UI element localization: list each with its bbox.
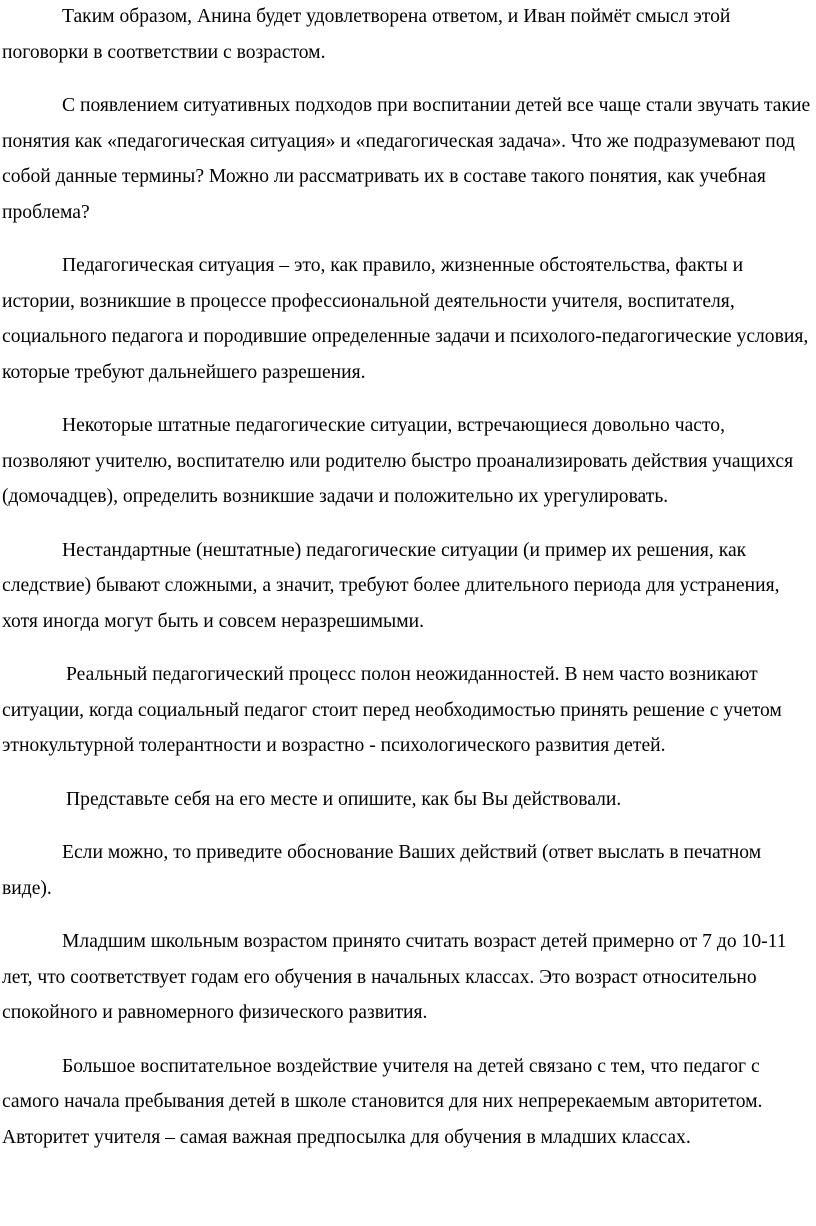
paragraph-7: Представьте себя на его месте и опишите, как бы Вы действовали. xyxy=(66,788,622,810)
paragraph-6: Реальный педагогический процесс полон неожиданностей. В нем часто возникают ситуации, когда социальный педагог стоит перед необходимостью принять решение с учетом этнокультурной толерантности и возрастно - психологического развития детей. xyxy=(2,664,782,756)
paragraph-2: С появлением ситуативных подходов при воспитании детей все чаще стали звучать такие понятия как «педагогическая ситуация» и «педагогическая задача». Что же подразумевают под собой данные термины? Можно ли рассматривать их в составе такого понятия, как учебная проблема? xyxy=(2,95,811,223)
paragraph-8: Если можно, то приведите обоснование Ваших действий (ответ выслать в печатном виде). xyxy=(2,842,762,899)
paragraph-1: Таким образом, Анина будет удовлетворена ответом, и Иван поймёт смысл этой поговорки в соответствии с возрастом. xyxy=(2,6,731,63)
paragraph-5: Нестандартные (нештатные) педагогические ситуации (и пример их решения, как следствие) бывают сложными, а значит, требуют более длительного периода для устранения, хотя иногда могут быть и совсем неразрешимыми. xyxy=(2,539,780,632)
paragraph-10: Большое воспитательное воздействие учителя на детей связано с тем, что педагог с самого начала пребывания детей в школе становится для них непререкаемым авторитетом. Авторитет учителя – самая важная предпосылка для обучения в младших классах. xyxy=(2,1055,763,1148)
paragraph-3: Педагогическая ситуация – это, как правило, жизненные обстоятельства, факты и истории, возникшие в процессе профессиональной деятельности учителя, воспитателя, социального педагога и породившие определенные задачи и психолого-педагогические условия, которые требуют дальнейшего разрешения. xyxy=(2,255,809,383)
paragraph-4: Некоторые штатные педагогические ситуации, встречающиеся довольно часто, позволяют учителю, воспитателю или родителю быстро проанализировать действия учащихся (домочадцев), определить возникшие задачи и положительно их урегулировать. xyxy=(2,415,794,507)
paragraph-9: Младшим школьным возрастом принято считать возраст детей примерно от 7 до 10-11 лет, что соответствует годам его обучения в начальных классах. Это возраст относительно спокойного и равномерного физического развития. xyxy=(2,931,787,1023)
